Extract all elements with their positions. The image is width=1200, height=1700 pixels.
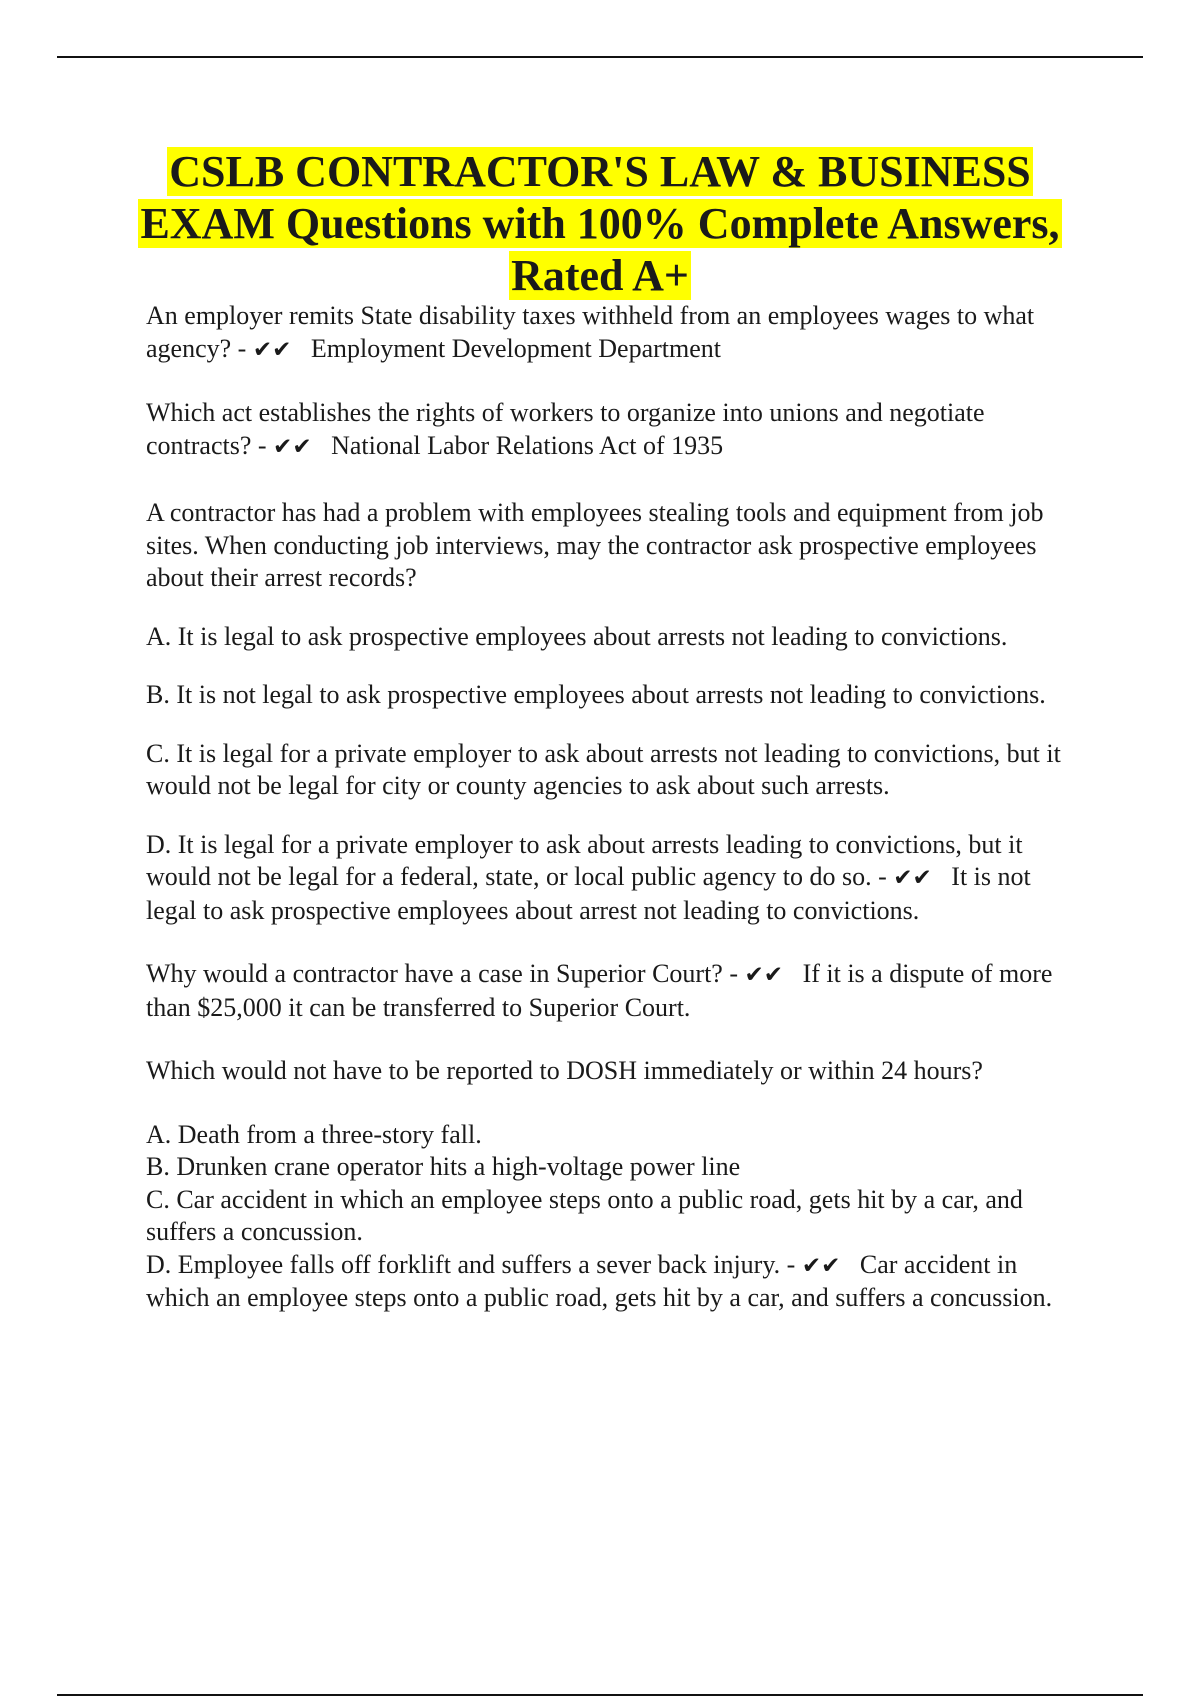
question-5-option-d (146, 1249, 1086, 1315)
question-3-option-d-text: D. It is legal for a private employer to ask about arrests leading to convictions, but it would not be legal for a federal, state, or local public agency to do so. - (146, 829, 1023, 891)
question-2-answer: National Labor Relations Act of 1935 (331, 430, 724, 460)
question-1 (146, 300, 1086, 366)
question-5-option-c: C. Car accident in which an employee steps onto a public road, gets hit by a car, and suffers a concussion. (146, 1184, 1023, 1246)
check-icon: ✔✔ (273, 433, 312, 460)
question-3-text: A contractor has had a problem with employees stealing tools and equipment from job sites. When conducting job interviews, may the contractor ask prospective employees about their arrest records? (146, 498, 1044, 592)
document-title (130, 146, 1070, 302)
question-5-answer: Car accident in which an employee steps onto a public road, gets hit by a car, and suffers a concussion. (146, 1249, 1053, 1312)
question-2-text: Which act establishes the rights of workers to organize into unions and negotiate contracts? - (146, 398, 985, 460)
question-1-answer: Employment Development Department (310, 333, 721, 363)
question-1-text: An employer remits State disability taxes withheld from an employees wages to what agency? - (146, 301, 1035, 363)
bottom-rule (57, 1694, 1143, 1696)
question-3-option-d (146, 829, 1086, 928)
question-4-text: Why would a contractor have a case in Superior Court? - (146, 959, 745, 988)
question-5-option-b: B. Drunken crane operator hits a high-voltage power line (146, 1152, 741, 1181)
title-line-1: CSLB CONTRACTOR'S LAW & BUSINESS (169, 147, 1031, 196)
question-3-option-c: C. It is legal for a private employer to ask about arrests not leading to convictions, but it would not be legal for city or county agencies to ask about such arrests. (146, 738, 1061, 800)
title-line-2: EXAM Questions with 100% Complete Answers, (140, 199, 1060, 248)
question-4 (146, 958, 1086, 1024)
check-icon: ✔✔ (893, 865, 932, 891)
question-3-option-b: B. It is not legal to ask prospective employees about arrests not leading to convictions. (146, 680, 1046, 709)
check-icon: ✔✔ (801, 1252, 841, 1279)
question-2 (146, 397, 1086, 463)
title-line-3: Rated A+ (511, 251, 689, 300)
question-5-option-d-text: D. Employee falls off forklift and suffers a sever back injury. - (146, 1249, 802, 1279)
document-body (146, 300, 1086, 1315)
question-5-text: Which would not have to be reported to DOSH immediately or within 24 hours? (146, 1056, 983, 1085)
question-3-option-a: A. It is legal to ask prospective employees about arrests not leading to convictions. (146, 621, 1008, 651)
question-3-answer: It is not legal to ask prospective employees about arrest not leading to convictions. (146, 862, 1031, 925)
question-4-answer: If it is a dispute of more than $25,000 it can be transferred to Superior Court. (146, 959, 1053, 1022)
check-icon: ✔✔ (252, 336, 292, 363)
question-5-option-a: A. Death from a three-story fall. (146, 1119, 482, 1149)
top-rule (57, 56, 1143, 58)
check-icon: ✔✔ (744, 962, 784, 988)
